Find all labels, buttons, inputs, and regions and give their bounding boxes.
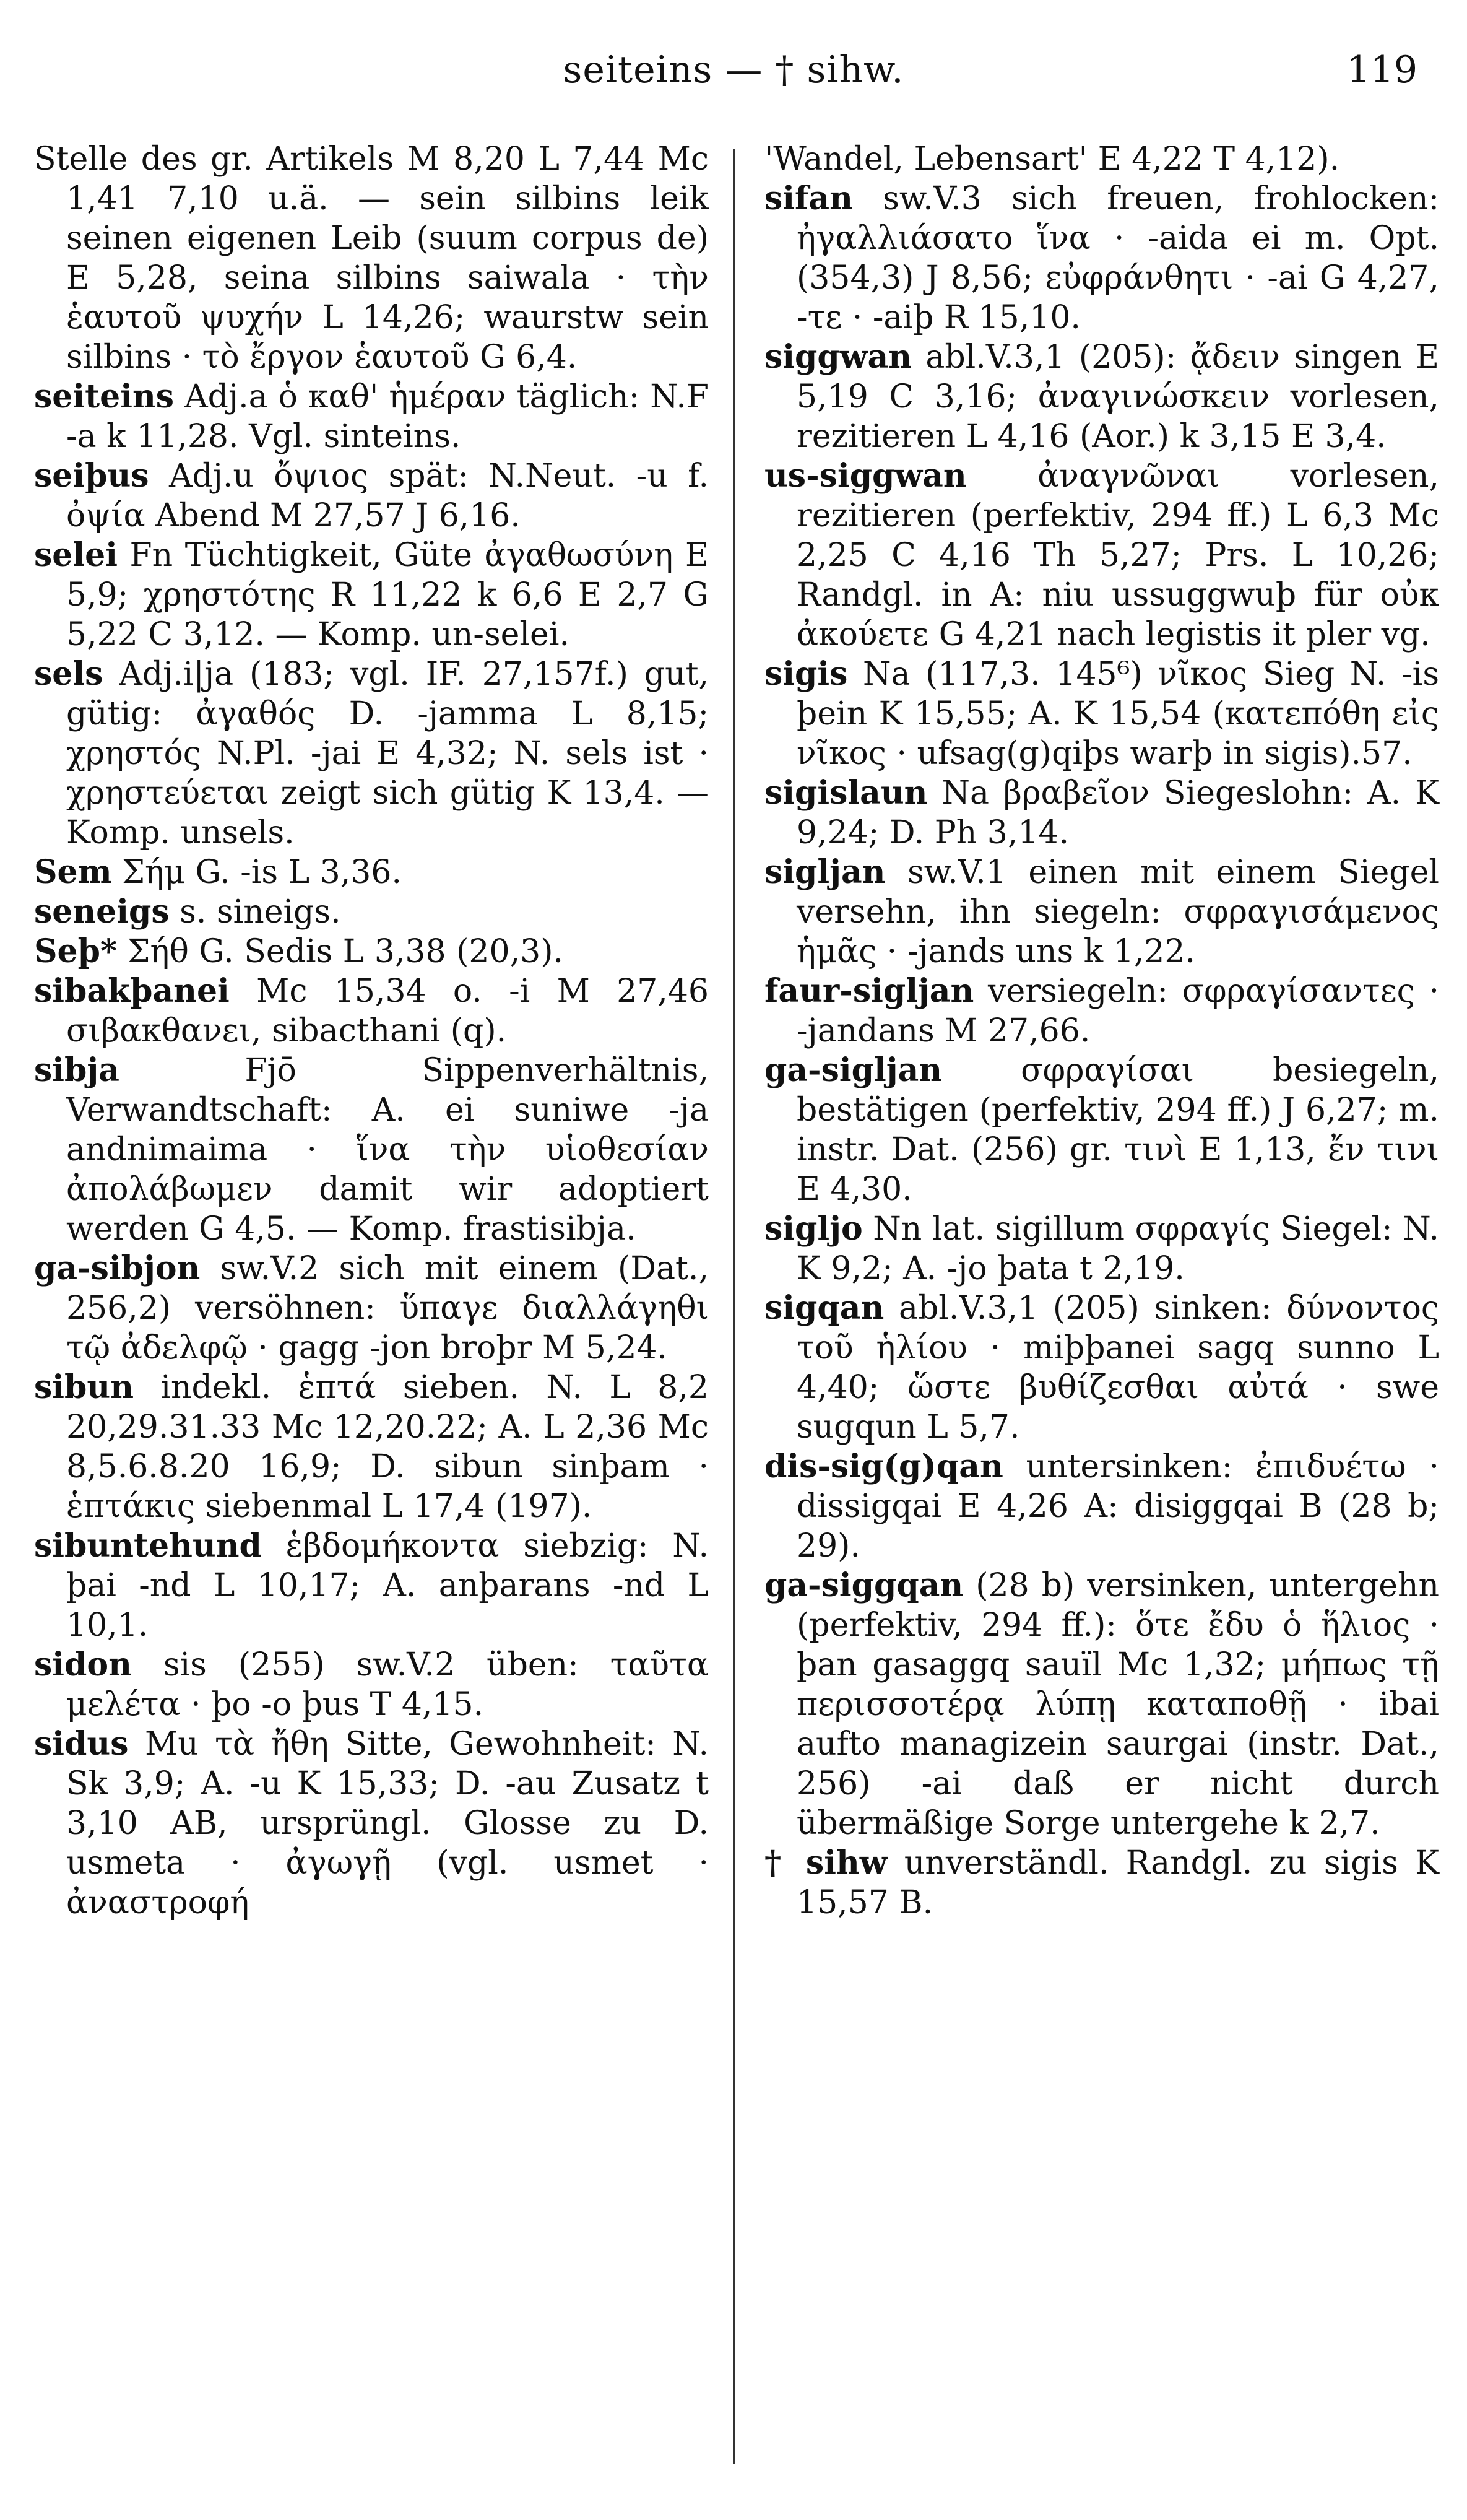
dictionary-entry: seneigs s. sineigs. xyxy=(34,893,341,931)
entry-headword: seiteins xyxy=(34,378,175,415)
entry-headword: seneigs xyxy=(34,893,170,931)
dictionary-entry: siggwan abl.V.3,1 (205): ᾄδειν singen E 5,19 C 3,16; ἀναγινώσκειν vorlesen, rezitieren L 4,16 (Aor.) k 3,15 E 3,4. xyxy=(764,338,1439,455)
entry-headword: Seþ* xyxy=(34,932,118,970)
entry-headword: siggwan xyxy=(764,338,912,376)
dictionary-entry: sibja Fjō Sippenverhältnis, Verwandtschaft: A. ei suniwe -ja andnimaima · ἵνα τὴν υἱοθεσίαν ἀπολάβωμεν damit wir adoptiert werden G 4,5. — Komp. frastisibja. xyxy=(34,1051,709,1248)
dictionary-entry: us-siggwan ἀναγνῶναι vorlesen, rezitieren (perfektiv, 294 ff.) L 6,3 Mc 2,25 C 4,16 Th 5,27; Prs. L 10,26; Randgl. in A: niu ussuggwuþ für οὐκ ἀκούετε G 4,21 nach legistis it pler vg. xyxy=(764,457,1439,653)
dictionary-entry: sigqan abl.V.3,1 (205) sinken: δύνοντος τοῦ ἡλίου · miþþanei sagq sunno L 4,40; ὥστε βυθίζεσθαι αὐτά · swe sugqun L 5,7. xyxy=(764,1289,1439,1446)
dictionary-entry: ga-siggqan (28 b) versinken, untergehn (perfektiv, 294 ff.): ὅτε ἔδυ ὁ ἥλιος · þan gasaggq sauïl Mc 1,32; μήπως τῇ περισσοτέρᾳ λύπῃ καταποθῇ · ibai aufto managizein saurgai (instr. Dat., 256) -ai daß er nicht durch übermäßige Sorge untergehe k 2,7. xyxy=(764,1566,1439,1842)
dictionary-entry: Sem Σήμ G. -is L 3,36. xyxy=(34,853,402,891)
entry-headword: faur-sigljan xyxy=(764,972,974,1010)
entry-headword: sigljo xyxy=(764,1210,863,1248)
entry-headword: † sihw xyxy=(764,1844,888,1882)
dictionary-entry: sibakþanei Mc 15,34 o. -i M 27,46 σιβακθανει, sibacthani (q). xyxy=(34,972,709,1049)
entry-headword: sigis xyxy=(764,655,848,693)
entry-headword: dis-sig(g)qan xyxy=(764,1448,1003,1485)
entry-headword: sidus xyxy=(34,1725,129,1763)
dictionary-entry: sels Adj.i|ja (183; vgl. IF. 27,157f.) gut, gütig: ἀγαθός D. -jamma L 8,15; χρηστός N.Pl. -jai E 4,32; N. sels ist · χρηστεύεται zeigt sich gütig K 13,4. — Komp. unsels. xyxy=(34,655,709,851)
left-column xyxy=(34,139,709,1923)
entry-headword: sibja xyxy=(34,1051,119,1089)
entry-headword: selei xyxy=(34,536,118,574)
dictionary-entry: sigljo Nn lat. sigillum σφραγίς Siegel: N. K 9,2; A. -jo þata t 2,19. xyxy=(764,1210,1439,1287)
entry-headword: ga-siggqan xyxy=(764,1566,964,1604)
dictionary-entry: sibun indekl. ἑπτά sieben. N. L 8,2 20,29.31.33 Mc 12,20.22; A. L 2,36 Mc 8,5.6.8.20 16,9; D. sibun sinþam · ἑπτάκις siebenmal L 17,4 (197). xyxy=(34,1368,709,1525)
dictionary-entry: Seþ* Σήθ G. Sedis L 3,38 (20,3). xyxy=(34,932,564,970)
dictionary-entry: seiteins Adj.a ὁ καθ' ἡμέραν täglich: N.F -a k 11,28. Vgl. sinteins. xyxy=(34,378,709,455)
dictionary-entry: ga-sibjon sw.V.2 sich mit einem (Dat., 256,2) versöhnen: ὕπαγε διαλλάγηθι τῷ ἀδελφῷ · gagg -jon broþr M 5,24. xyxy=(34,1249,709,1366)
entry-headword: sigljan xyxy=(764,853,886,891)
entry-headword: seiþus xyxy=(34,457,149,495)
dictionary-entry: sigljan sw.V.1 einen mit einem Siegel versehn, ihn siegeln: σφραγισάμενος ἡμᾶς · -jands uns k 1,22. xyxy=(764,853,1439,970)
entry-headword: sibun xyxy=(34,1368,134,1406)
entry-headword: ga-sibjon xyxy=(34,1249,201,1287)
dictionary-entry: † sihw unverständl. Randgl. zu sigis K 15,57 B. xyxy=(764,1844,1439,1921)
entry-headword: us-siggwan xyxy=(764,457,967,495)
right-column xyxy=(764,139,1439,1923)
dictionary-entry: sibuntehund ἑβδομήκοντα siebzig: N. þai -nd L 10,17; A. anþarans -nd L 10,1. xyxy=(34,1527,709,1644)
entry-headword: sidon xyxy=(34,1646,132,1684)
dictionary-entry: sigis Na (117,3. 145⁶) νῖκος Sieg N. -is þein K 15,55; A. K 15,54 (κατεπόθη εἰς νῖκος · ufsag(g)qiþs warþ in sigis).57. xyxy=(764,655,1439,772)
entry-headword: Sem xyxy=(34,853,112,891)
entry-headword: ga-sigljan xyxy=(764,1051,943,1089)
column-divider xyxy=(734,149,735,2464)
page-number: 119 xyxy=(1346,48,1417,92)
entry-headword: sibuntehund xyxy=(34,1527,262,1565)
dictionary-entry: faur-sigljan versiegeln: σφραγίσαντες · -jandans M 27,66. xyxy=(764,972,1439,1049)
entry-headword: sifan xyxy=(764,180,853,217)
dictionary-entry: Stelle des gr. Artikels M 8,20 L 7,44 Mc 1,41 7,10 u.ä. — sein silbins leik seinen eigenen Leib (suum corpus de) E 5,28, seina silbins saiwala · τὴν ἑαυτοῦ ψυχήν L 14,26; waurstw sein silbins · τὸ ἔργον ἑαυτοῦ G 6,4. xyxy=(34,141,709,376)
entry-headword: sigqan xyxy=(764,1289,885,1327)
page-header xyxy=(0,48,1467,98)
dictionary-entry: seiþus Adj.u ὄψιος spät: N.Neut. -u f. ὀψία Abend M 27,57 J 6,16. xyxy=(34,457,709,534)
dictionary-entry: sifan sw.V.3 sich freuen, frohlocken: ἠγαλλιάσατο ἵνα · -aida ei m. Opt. (354,3) J 8,56; εὐφράνθητι · -ai G 4,27, -τε · -aiþ R 15,10. xyxy=(764,180,1439,336)
dictionary-entry: 'Wandel, Lebensart' E 4,22 T 4,12). xyxy=(764,141,1340,178)
dictionary-entry: ga-sigljan σφραγίσαι besiegeln, bestätigen (perfektiv, 294 ff.) J 6,27; m. instr. Dat. (256) gr. τινὶ E 1,13, ἔν τινι E 4,30. xyxy=(764,1051,1439,1208)
dictionary-entry: selei Fn Tüchtigkeit, Güte ἀγαθωσύνη E 5,9; χρηστότης R 11,22 k 6,6 E 2,7 G 5,22 C 3,12. — Komp. un-selei. xyxy=(34,536,709,653)
dictionary-entry: sigislaun Na βραβεῖον Siegeslohn: A. K 9,24; D. Ph 3,14. xyxy=(764,774,1439,851)
dictionary-entry: sidus Mu τὰ ἤθη Sitte, Gewohnheit: N. Sk 3,9; A. -u K 15,33; D. -au Zusatz t 3,10 AB, ursprüngl. Glosse zu D. usmeta · ἀγωγῇ (vgl. usmet · ἀναστροφή xyxy=(34,1725,709,1921)
dictionary-entry: sidon sis (255) sw.V.2 üben: ταῦτα μελέτα · þo -o þus T 4,15. xyxy=(34,1646,709,1723)
entry-headword: sigislaun xyxy=(764,774,928,812)
dictionary-entry: dis-sig(g)qan untersinken: ἐπιδυέτω · dissigqai E 4,26 A: disiggqai B (28 b; 29). xyxy=(764,1448,1439,1565)
entry-headword: sibakþanei xyxy=(34,972,230,1010)
entry-headword: sels xyxy=(34,655,103,693)
running-head: seiteins — † sihw. xyxy=(563,48,904,92)
